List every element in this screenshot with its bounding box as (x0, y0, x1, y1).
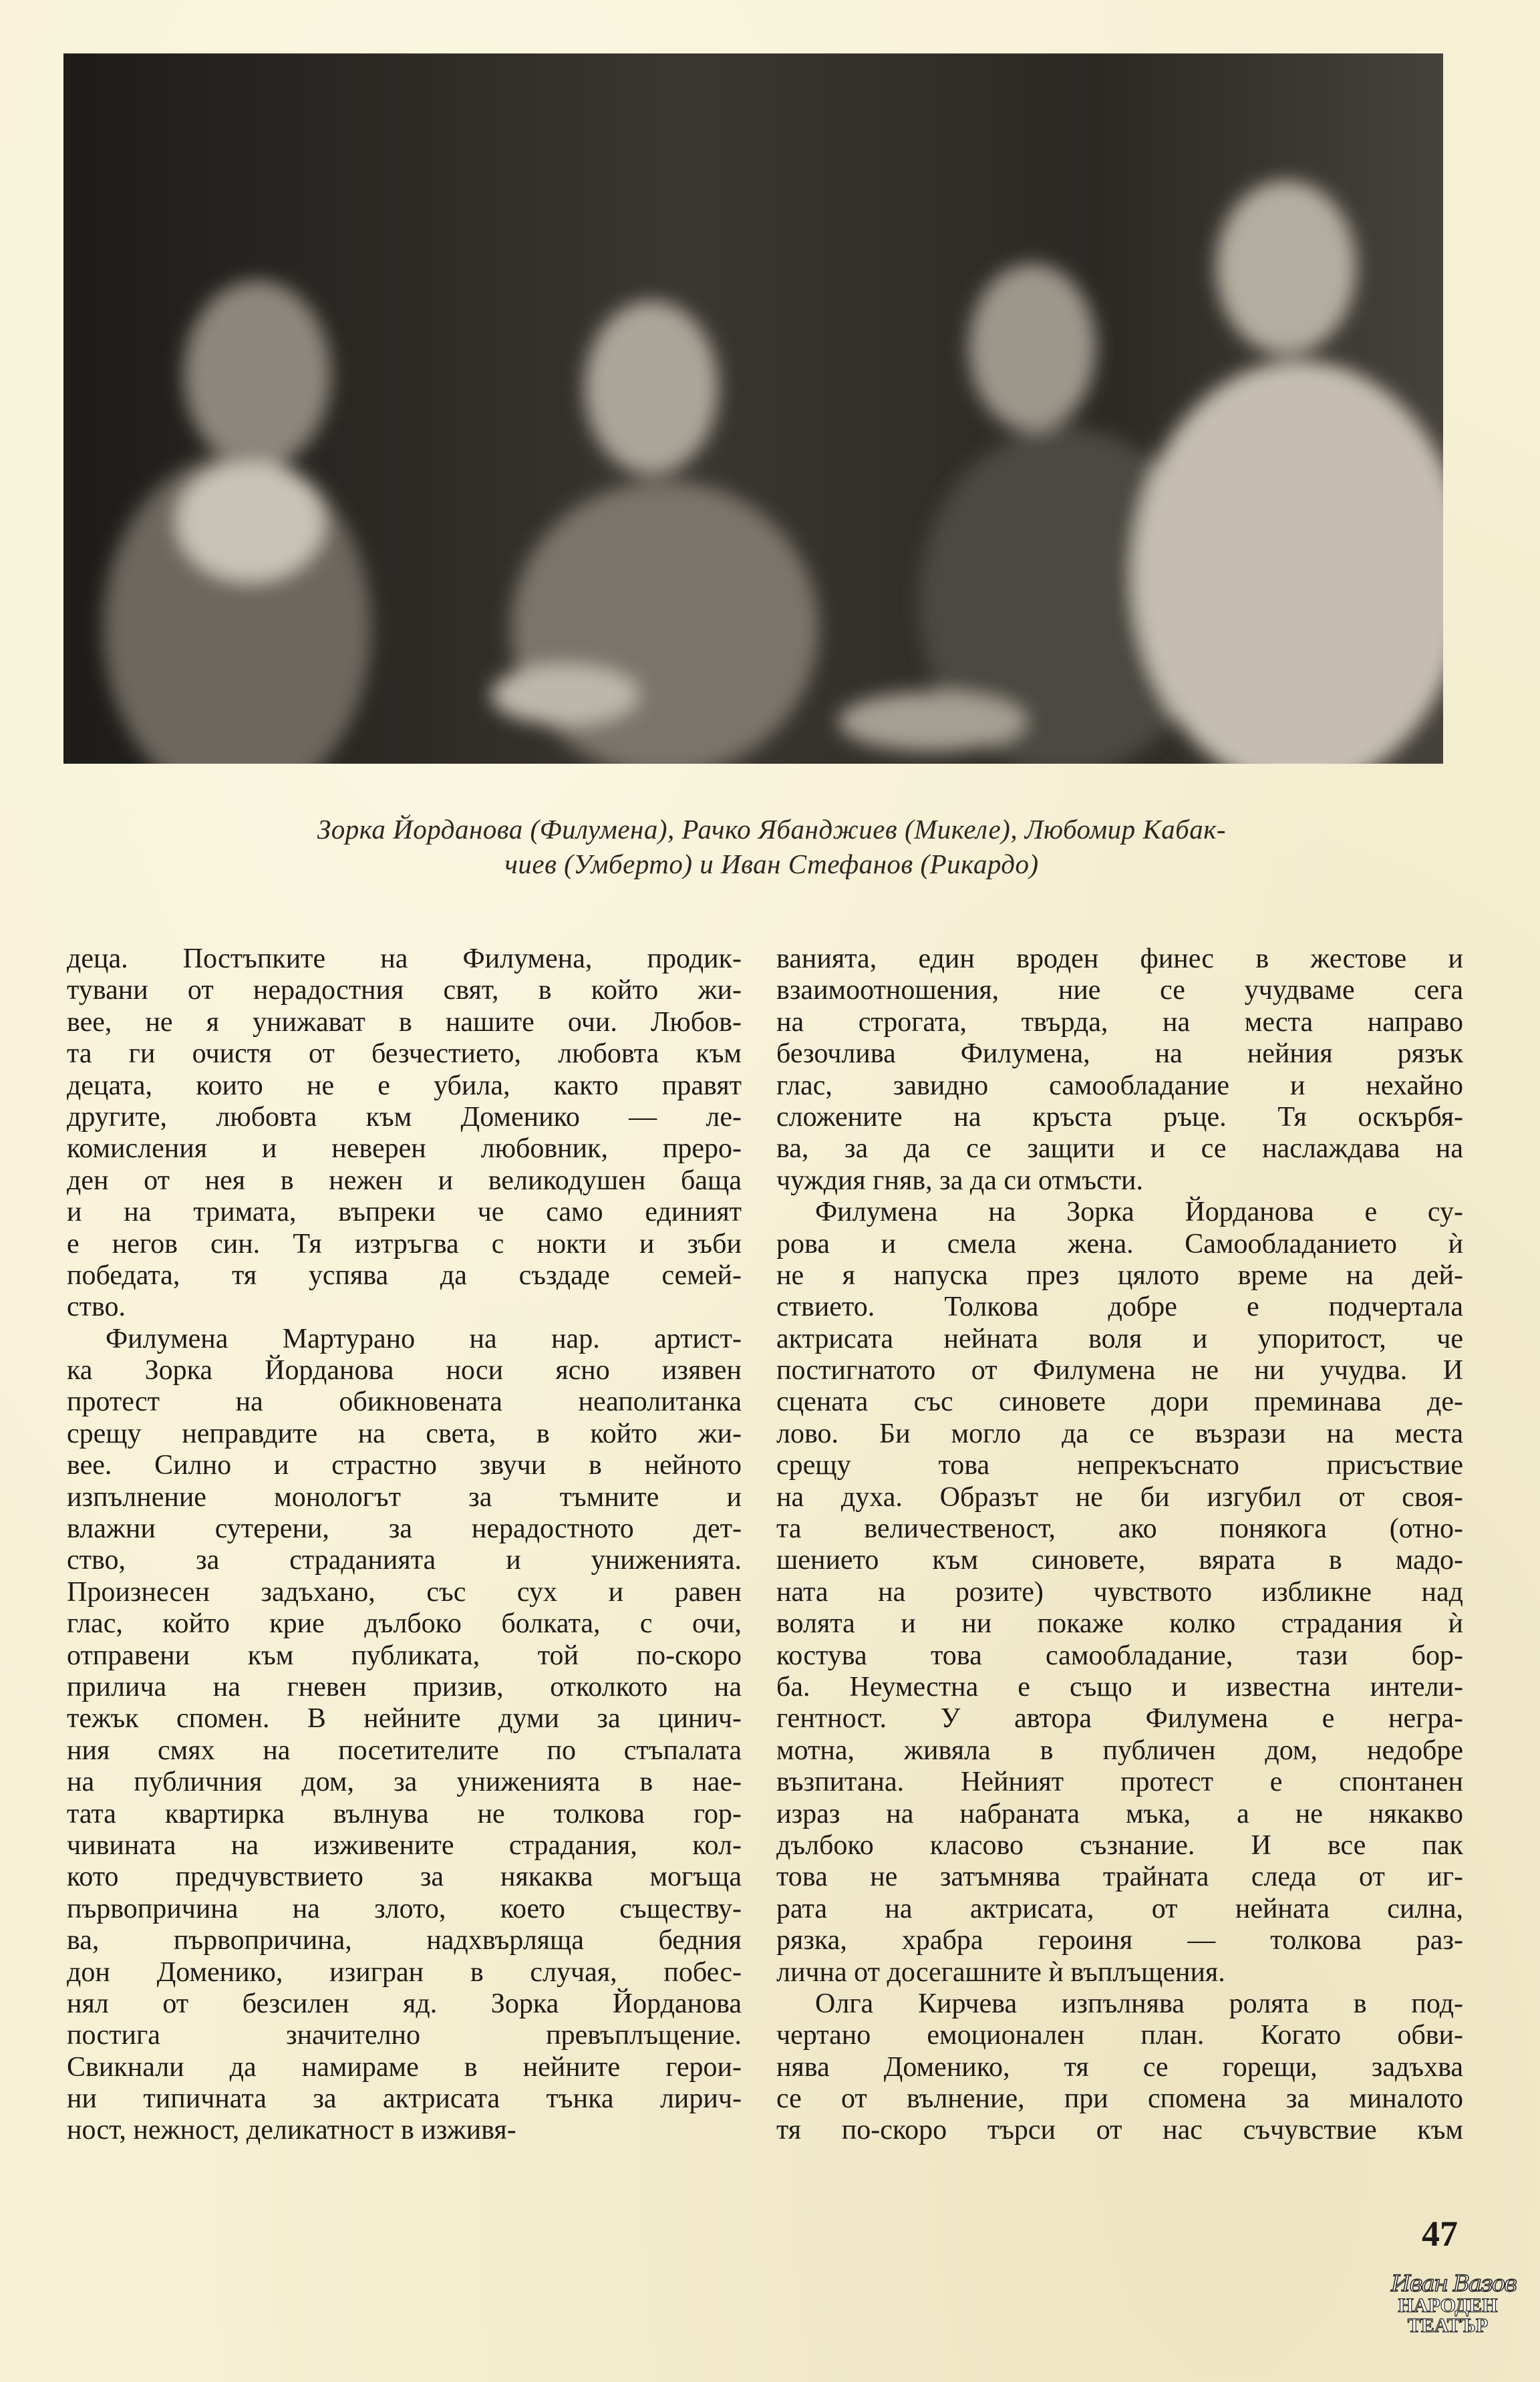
text-line: ствието. Толкова добре е подчертала (776, 1292, 1463, 1323)
text-line: тувани от нерадостния свят, в който жи- (67, 975, 742, 1006)
text-line: се от вълнение, при спомена за миналото (776, 2083, 1463, 2115)
text-line: децата, които не е убила, както правят (67, 1070, 742, 1101)
text-line: взаимоотношения, ние се учудваме сега (776, 975, 1463, 1006)
text-line: постигнатото от Филумена не ни учудва. И (776, 1355, 1463, 1386)
logo-script: Иван Вазов (1391, 2270, 1516, 2297)
text-line: рязка, храбра героиня — толкова раз- (776, 1925, 1463, 1956)
text-line: и на тримата, въпреки че само единият (67, 1197, 742, 1228)
caption-line: чиев (Умберто) и Иван Стефанов (Рикардо) (504, 849, 1039, 879)
text-line: израз на набраната мъка, а не някакво (776, 1798, 1463, 1829)
text-line: не я напуска през цялото време на дей- (776, 1259, 1463, 1291)
text-line: прилича на гневен призив, отколкото на (67, 1671, 742, 1702)
text-line: Филумена Мартурано на нар. артист- (106, 1323, 742, 1354)
text-line: дон Доменико, изигран в случая, побес- (67, 1956, 742, 1988)
text-line: на публичния дом, за униженията в нае- (67, 1767, 742, 1798)
page-number: 47 (1422, 2214, 1458, 2254)
text-line: това не затъмнява трайната следа от иг- (776, 1862, 1463, 1893)
text-line: другите, любовта към Доменико — ле- (67, 1101, 742, 1133)
text-line: рова и смела жена. Самообладанието ѝ (776, 1228, 1463, 1259)
paragraph (776, 1988, 1463, 2147)
text-line: на строгата, твърда, на места направо (776, 1006, 1463, 1038)
text-line: възпитана. Нейният протест е спонтанен (776, 1767, 1463, 1798)
text-line: кото предчувствието за някаква могъща (67, 1862, 742, 1893)
text-line: ба. Неуместна е също и известна интели- (776, 1671, 1463, 1702)
logo-line: ТЕАТЪР (1407, 2315, 1489, 2337)
text-line: лово. Би могло да се възрази на места (776, 1418, 1463, 1449)
text-line: сцената със синовете дори преминава де- (776, 1386, 1463, 1418)
paragraph (67, 943, 742, 1324)
text-line: сложените на кръста ръце. Тя оскърбя- (776, 1101, 1463, 1133)
photo-caption (100, 812, 1443, 881)
text-line: тя по-скоро търси от нас съчувствие към (776, 2115, 1463, 2146)
text-line: ната на розите) чувството избликне над (776, 1576, 1463, 1608)
text-line: дълбоко класово съзнание. И все пак (776, 1829, 1463, 1861)
text-line: нял от безсилен яд. Зорка Йорданова (67, 1988, 742, 2019)
text-line: е негов син. Тя изтръгва с нокти и зъби (67, 1228, 742, 1259)
text-line: срещу неправдите на света, в който жи- (67, 1418, 742, 1449)
text-line: ва, първопричина, надхвърляща бедния (67, 1925, 742, 1956)
national-theatre-logo (1391, 2270, 1516, 2337)
text-line: лична от досегашните ѝ въплъщения. (776, 1956, 1225, 1988)
caption-line: Зорка Йорданова (Филумена), Рачко Ябанджиев (Микеле), Любомир Кабак- (317, 814, 1227, 845)
text-line: ни типичната за актрисата тънка лирич- (67, 2083, 742, 2115)
text-line: изпълнение монологът за тъмните и (67, 1481, 742, 1513)
text-line: рата на актрисата, от нейната силна, (776, 1893, 1463, 1924)
text-line: протест на обикновената неаполитанка (67, 1386, 742, 1418)
text-line: ния смях на посетителите по стъпалата (67, 1735, 742, 1766)
text-line: постига значително превъплъщение. (67, 2020, 742, 2051)
text-line: ва, за да се защити и се наслаждава на (776, 1133, 1463, 1165)
text-line: деца. Постъпките на Филумена, продик- (67, 943, 742, 974)
text-line: актрисата нейната воля и упоритост, че (776, 1323, 1463, 1354)
text-line: Свикнали да намираме в нейните герои- (67, 2051, 742, 2083)
text-line: отправени към публиката, той по-скоро (67, 1640, 742, 1671)
text-line: чертано емоционален план. Когато обви- (776, 2020, 1463, 2051)
text-line: тата квартирка вълнува не толкова гор- (67, 1798, 742, 1829)
text-line: нява Доменико, тя се горещи, задъхва (776, 2051, 1463, 2083)
text-line: мотна, живяла в публичен дом, недобре (776, 1735, 1463, 1766)
text-line: ство, за страданията и униженията. (67, 1545, 742, 1576)
paragraph (776, 943, 1463, 1197)
text-line: чуждия гняв, за да си отмъсти. (776, 1165, 1144, 1196)
text-line: победата, тя успява да създаде семей- (67, 1259, 742, 1291)
text-line: ност, нежност, деликатност в изживя- (67, 2115, 516, 2146)
text-line: влажни сутерени, за нерадостното дет- (67, 1513, 742, 1545)
text-line: костува това самообладание, тази бор- (776, 1640, 1463, 1671)
text-line: та ги очистя от безчестието, любовта към (67, 1038, 742, 1070)
photo-image (63, 53, 1443, 764)
text-line: Филумена на Зорка Йорданова е су- (815, 1197, 1463, 1228)
text-line: Олга Кирчева изпълнява ролята в под- (815, 1988, 1463, 2019)
text-line: ден от нея в нежен и великодушен баща (67, 1165, 742, 1196)
text-line: тежък спомен. В нейните думи за цинич- (67, 1703, 742, 1735)
paragraph (776, 1197, 1463, 1988)
text-line: та величественост, ако понякога (отно- (776, 1513, 1463, 1545)
text-column-left (67, 943, 742, 2147)
text-line: ванията, един вроден финес в жестове и (776, 943, 1463, 974)
text-line: срещу това непрекъснато присъствие (776, 1450, 1463, 1481)
stage-photo (63, 53, 1443, 764)
text-line: на духа. Образът не би изгубил от своя- (776, 1481, 1463, 1513)
text-column-right (776, 943, 1463, 2147)
text-line: ство. (67, 1292, 126, 1323)
text-line: шението към синовете, вярата в мадо- (776, 1545, 1463, 1576)
text-line: глас, завидно самообладание и нехайно (776, 1070, 1463, 1101)
text-line: комисления и неверен любовник, преро- (67, 1133, 742, 1165)
text-line: Произнесен задъхано, със сух и равен (67, 1576, 742, 1608)
paragraph (67, 1324, 742, 2147)
logo-line: НАРОДЕН (1398, 2294, 1498, 2317)
text-line: ка Зорка Йорданова носи ясно изявен (67, 1355, 742, 1386)
text-line: вее, не я унижават в нашите очи. Любов- (67, 1006, 742, 1038)
text-line: чивината на изживените страдания, кол- (67, 1829, 742, 1861)
text-line: волята и ни покаже колко страдания ѝ (776, 1608, 1463, 1640)
text-line: първопричина на злото, което съществу- (67, 1893, 742, 1924)
text-line: гентност. У автора Филумена е негра- (776, 1703, 1463, 1735)
text-line: безочлива Филумена, на нейния рязък (776, 1038, 1463, 1070)
text-line: вее. Силно и страстно звучи в нейното (67, 1450, 742, 1481)
text-line: глас, който крие дълбоко болката, с очи, (67, 1608, 742, 1640)
